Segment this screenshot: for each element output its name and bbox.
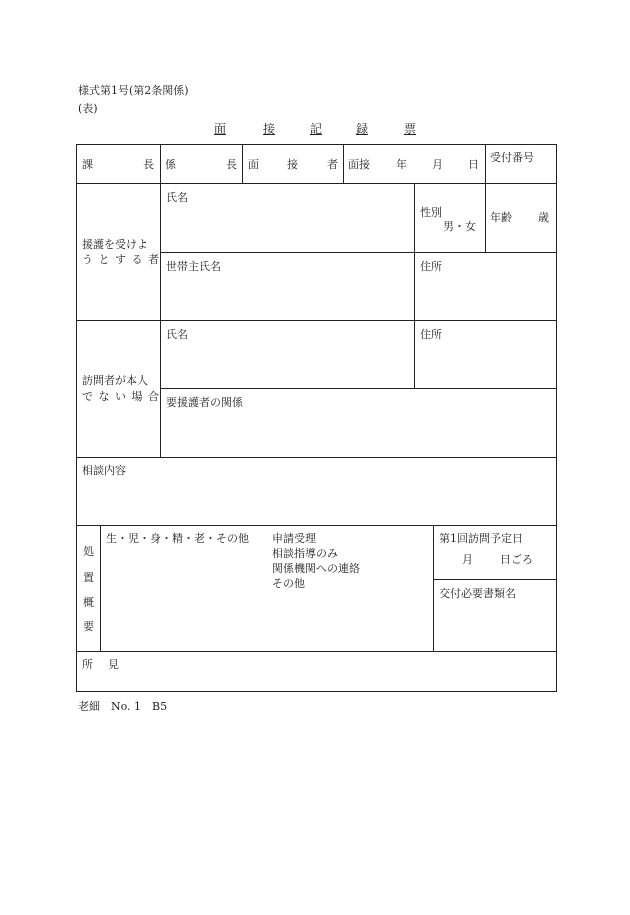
table-rule bbox=[433, 525, 434, 652]
year-label: 年 bbox=[396, 158, 407, 171]
age-unit: 歳 bbox=[538, 211, 549, 224]
table-rule bbox=[160, 252, 557, 253]
visitor-name-label: 氏名 bbox=[166, 328, 188, 341]
table-border bbox=[76, 691, 557, 692]
documents-label: 交付必要書類名 bbox=[439, 587, 516, 600]
sex-label: 性別 bbox=[420, 206, 442, 219]
age-label: 年齢 bbox=[490, 211, 512, 224]
title-char: 録 bbox=[356, 122, 369, 136]
visitor-section-label: で な い 場 合 bbox=[82, 390, 160, 403]
interviewer-label: 面 bbox=[248, 158, 259, 171]
table-rule bbox=[76, 651, 557, 652]
title-char: 面 bbox=[214, 122, 227, 136]
table-rule bbox=[433, 579, 557, 580]
relation-label: 要援護者の関係 bbox=[166, 396, 243, 409]
table-rule bbox=[242, 144, 243, 184]
title-char: 記 bbox=[310, 122, 323, 136]
table-rule bbox=[76, 457, 557, 458]
kacho-label: 課 bbox=[82, 158, 93, 171]
disposition-label-char: 処 bbox=[83, 545, 94, 558]
kakaricho-label: 係 bbox=[165, 158, 176, 171]
household-head-label: 世帯主氏名 bbox=[166, 260, 221, 273]
first-visit-day: 日ごろ bbox=[500, 553, 533, 566]
kakaricho-label: 長 bbox=[226, 158, 237, 171]
disposition-label-char: 概 bbox=[83, 596, 94, 609]
table-rule bbox=[160, 144, 161, 457]
disposition-option: 相談指導のみ bbox=[272, 547, 338, 560]
month-label: 月 bbox=[432, 158, 443, 171]
applicant-address-label: 住所 bbox=[420, 260, 442, 273]
receipt-number-label: 受付番号 bbox=[490, 151, 534, 164]
kacho-label: 長 bbox=[143, 158, 154, 171]
side-label: (表) bbox=[78, 102, 98, 115]
disposition-label-char: 置 bbox=[83, 571, 94, 584]
table-border bbox=[76, 144, 77, 692]
title-char: 票 bbox=[404, 122, 417, 136]
table-rule bbox=[414, 183, 415, 321]
applicant-name-label: 氏名 bbox=[166, 191, 188, 204]
table-rule bbox=[160, 388, 557, 389]
interview-date-label: 面接 bbox=[348, 158, 370, 171]
visitor-address-label: 住所 bbox=[420, 328, 442, 341]
first-visit-month: 月 bbox=[462, 553, 473, 566]
applicant-section-label: 援護を受けよ bbox=[82, 238, 148, 251]
table-rule bbox=[76, 525, 557, 526]
disposition-option: その他 bbox=[272, 577, 305, 590]
table-rule bbox=[485, 144, 486, 253]
disposition-option: 関係機関への連絡 bbox=[272, 562, 360, 575]
disposition-option: 申請受理 bbox=[272, 532, 316, 545]
table-rule bbox=[100, 525, 101, 652]
table-border bbox=[556, 144, 557, 692]
sex-options: 男・女 bbox=[443, 220, 476, 233]
first-visit-label: 第1回訪問予定日 bbox=[439, 532, 523, 545]
table-rule bbox=[343, 144, 344, 184]
interviewer-label: 接 bbox=[287, 158, 298, 171]
table-rule bbox=[76, 320, 557, 321]
findings-label: 所 bbox=[82, 658, 93, 671]
applicant-section-label: う と す る 者 bbox=[82, 253, 160, 266]
form-number-label: 様式第1号(第2条関係) bbox=[78, 84, 189, 97]
table-rule bbox=[414, 320, 415, 389]
visitor-section-label: 訪問者が本人 bbox=[82, 374, 148, 387]
day-label: 日 bbox=[468, 158, 479, 171]
title-char: 接 bbox=[263, 122, 276, 136]
consultation-label: 相談内容 bbox=[82, 464, 126, 477]
footer-note: 老細 No. 1 B5 bbox=[78, 700, 168, 713]
category-options: 生・児・身・精・老・その他 bbox=[106, 532, 249, 545]
interviewer-label: 者 bbox=[327, 158, 338, 171]
findings-label: 見 bbox=[108, 658, 119, 671]
disposition-label-char: 要 bbox=[83, 620, 94, 633]
